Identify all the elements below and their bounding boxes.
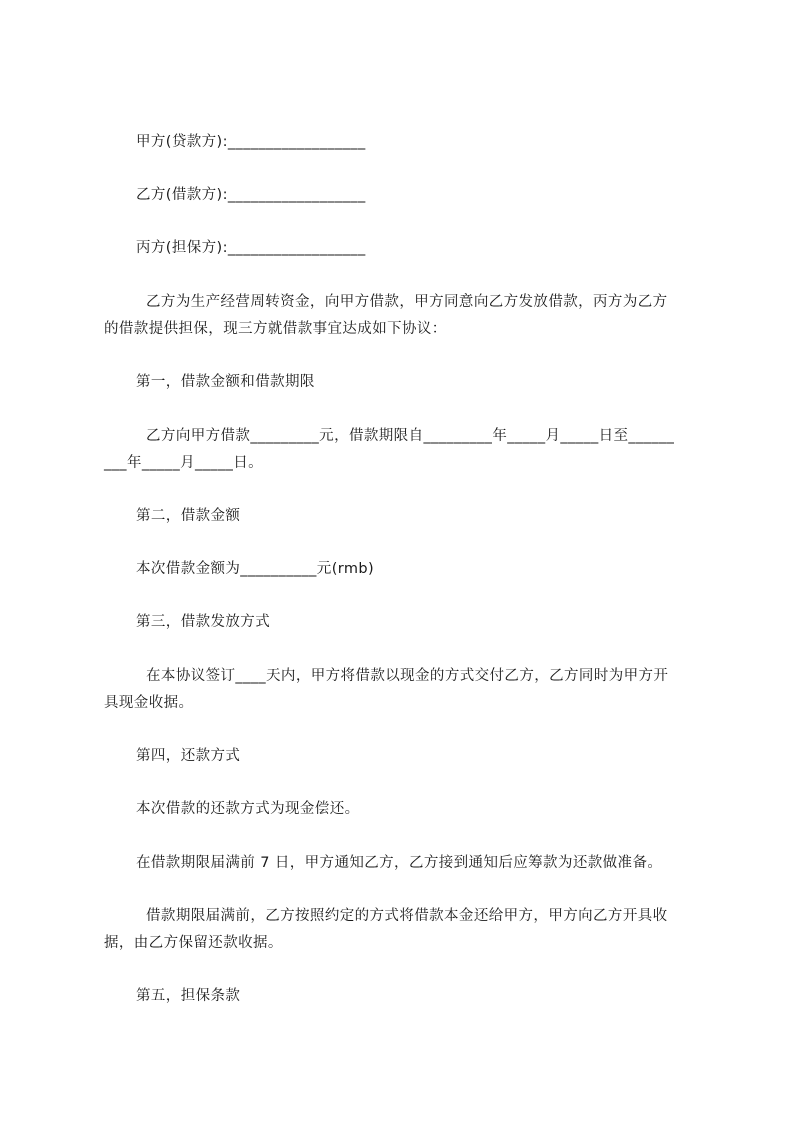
section-4-heading: 第四，还款方式: [136, 748, 241, 764]
intro-paragraph-line-2: 的借款提供担保，现三方就借款事宜达成如下协议：: [104, 321, 447, 337]
party-c-line: 丙方(担保方):__________________: [136, 240, 366, 256]
section-2-paragraph: 本次借款金额为__________元(rmb): [136, 561, 375, 577]
section-4-paragraph-3-line-2: 据，由乙方保留还款收据。: [104, 935, 283, 951]
section-3-paragraph-line-2: 具现金收据。: [104, 695, 194, 711]
section-1-heading: 第一，借款金额和借款期限: [136, 374, 315, 390]
intro-paragraph-line-1: 乙方为生产经营周转资金，向甲方借款，甲方同意向乙方发放借款，丙方为乙方: [136, 294, 668, 310]
party-a-line: 甲方(贷款方):__________________: [136, 134, 366, 150]
section-4-paragraph-1: 本次借款的还款方式为现金偿还。: [136, 801, 360, 817]
section-5-heading: 第五，担保条款: [136, 988, 241, 1004]
section-3-paragraph-line-1: 在本协议签订____天内，甲方将借款以现金的方式交付乙方，乙方同时为甲方开: [136, 668, 669, 684]
section-1-paragraph-line-1: 乙方向甲方借款_________元，借款期限自_________年_____月_____日至______: [136, 428, 675, 444]
section-4-paragraph-3-line-1: 借款期限届满前，乙方按照约定的方式将借款本金还给甲方，甲方向乙方开具收: [136, 908, 668, 924]
section-2-heading: 第二，借款金额: [136, 508, 241, 524]
section-3-heading: 第三，借款发放方式: [136, 614, 271, 630]
section-4-paragraph-2: 在借款期限届满前 7 日，甲方通知乙方，乙方接到通知后应筹款为还款做准备。: [136, 855, 663, 871]
section-1-paragraph-line-2: ___年_____月_____日。: [104, 455, 264, 471]
party-b-line: 乙方(借款方):__________________: [136, 187, 366, 203]
